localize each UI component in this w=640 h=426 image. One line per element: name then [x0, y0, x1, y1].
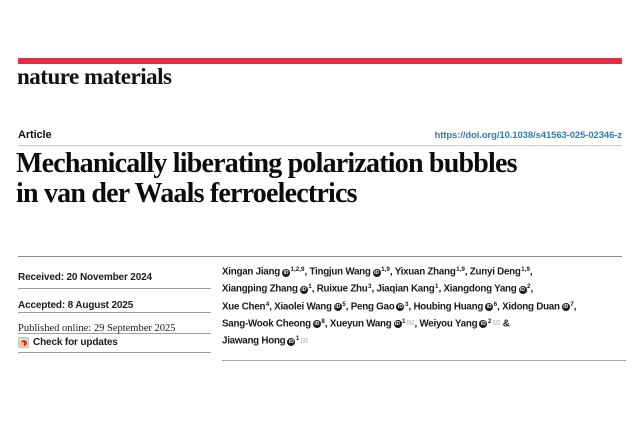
- author-name: Jiaqian Kang: [376, 283, 435, 295]
- orcid-icon[interactable]: iD: [520, 286, 526, 293]
- author-name: Xingan Jiang: [222, 266, 280, 278]
- received-date-row: [18, 257, 211, 289]
- email-icon[interactable]: ✉: [300, 335, 309, 347]
- email-icon[interactable]: ✉: [406, 318, 415, 330]
- published-date: Published online: 29 September 2025: [18, 323, 176, 334]
- author-affiliation-sup: 7: [570, 300, 574, 308]
- orcid-icon[interactable]: iD: [480, 321, 486, 328]
- received-date: Received: 20 November 2024: [18, 272, 152, 283]
- author-name: Xue Chen: [222, 301, 266, 313]
- author-separator: ,: [304, 266, 310, 278]
- author-affiliation-sup: 2: [487, 317, 492, 325]
- author-separator: ,: [573, 301, 577, 313]
- author-affiliation-sup: 1: [434, 283, 439, 291]
- author-separator: ,: [408, 301, 414, 313]
- author-line: [222, 315, 626, 332]
- author-separator: ,: [529, 266, 533, 278]
- orcid-icon[interactable]: iD: [563, 304, 569, 311]
- check-for-updates-label: Check for updates: [33, 337, 118, 348]
- orcid-icon[interactable]: iD: [335, 304, 341, 311]
- author-name: Tingjun Wang: [309, 266, 371, 278]
- orcid-icon[interactable]: iD: [486, 304, 492, 311]
- author-name: Yixuan Zhang: [394, 266, 456, 278]
- author-line: [222, 298, 626, 315]
- author-affiliation-sup: 1: [402, 317, 406, 325]
- journal-logo: nature materials: [17, 64, 172, 89]
- check-for-updates-button[interactable]: [18, 337, 211, 348]
- author-separator: ,: [345, 301, 351, 313]
- accepted-date: Accepted: 8 August 2025: [18, 300, 134, 311]
- orcid-icon[interactable]: iD: [397, 304, 403, 311]
- author-affiliation-sup: 4: [265, 300, 270, 308]
- doi-link[interactable]: https://doi.org/10.1038/s41563-025-02346-z: [434, 129, 622, 141]
- title-line-2: in van der Waals ferroelectrics: [16, 178, 357, 209]
- author-name: Xidong Duan: [502, 301, 560, 313]
- orcid-icon[interactable]: iD: [314, 321, 320, 328]
- author-separator: ,: [311, 283, 317, 295]
- author-separator: ,: [269, 301, 275, 313]
- author-name: Zunyi Deng: [469, 266, 521, 278]
- article-history-panel: [18, 257, 211, 353]
- author-affiliation-sup: 1: [295, 335, 300, 343]
- crossmark-icon: [18, 337, 29, 348]
- author-affiliation-sup: 1,9: [381, 266, 390, 273]
- author-affiliation-sup: 1,9: [521, 266, 530, 273]
- author-separator: ,: [497, 301, 503, 313]
- author-separator: ,: [530, 283, 534, 295]
- orcid-icon[interactable]: iD: [395, 321, 401, 328]
- email-icon[interactable]: ✉: [492, 318, 501, 330]
- author-name: Peng Gao: [350, 301, 395, 313]
- author-line: [222, 280, 626, 297]
- author-list: [222, 257, 626, 361]
- author-name: Sang-Wook Cheong: [222, 318, 311, 330]
- author-separator: ,: [464, 266, 470, 278]
- author-name: Jiawang Hong: [222, 335, 286, 347]
- author-affiliation-sup: 1,9: [456, 266, 465, 273]
- author-line: [222, 263, 626, 280]
- orcid-icon[interactable]: iD: [374, 269, 380, 276]
- author-affiliation-sup: 2: [527, 283, 531, 291]
- author-line: [222, 332, 626, 349]
- author-affiliation-sup: 5: [342, 300, 346, 308]
- author-name: Xiangdong Yang: [443, 283, 517, 295]
- author-name: Xueyun Wang: [329, 318, 392, 330]
- author-affiliation-sup: 1: [308, 283, 312, 291]
- orcid-icon[interactable]: iD: [283, 269, 289, 276]
- author-separator: ,: [371, 283, 377, 295]
- author-name: Xiaolei Wang: [274, 301, 332, 313]
- author-separator: &: [500, 318, 510, 330]
- accepted-date-row: [18, 289, 211, 313]
- author-separator: ,: [438, 283, 444, 295]
- published-date-row: [18, 313, 211, 334]
- author-separator: ,: [324, 318, 330, 330]
- orcid-icon[interactable]: iD: [301, 286, 307, 293]
- author-affiliation-sup: 3: [404, 300, 409, 308]
- author-affiliation-sup: 3: [368, 283, 372, 291]
- author-separator: ,: [389, 266, 395, 278]
- author-affiliation-sup: 1,2,9: [290, 266, 305, 273]
- title-line-1: Mechanically liberating polarization bubbles: [16, 148, 517, 179]
- author-name: Weiyou Yang: [419, 318, 478, 330]
- author-name: Xiangping Zhang: [222, 283, 298, 295]
- author-separator: ,: [414, 318, 420, 330]
- author-name: Houbing Huang: [413, 301, 484, 313]
- author-name: Ruixue Zhu: [316, 283, 368, 295]
- article-type-label: Article: [18, 129, 52, 141]
- page-title: [16, 149, 626, 209]
- article-header-row: [18, 125, 622, 146]
- author-affiliation-sup: 6: [493, 300, 498, 308]
- orcid-icon[interactable]: iD: [288, 338, 294, 345]
- check-for-updates-row: [18, 334, 211, 353]
- author-affiliation-sup: 8: [321, 317, 325, 325]
